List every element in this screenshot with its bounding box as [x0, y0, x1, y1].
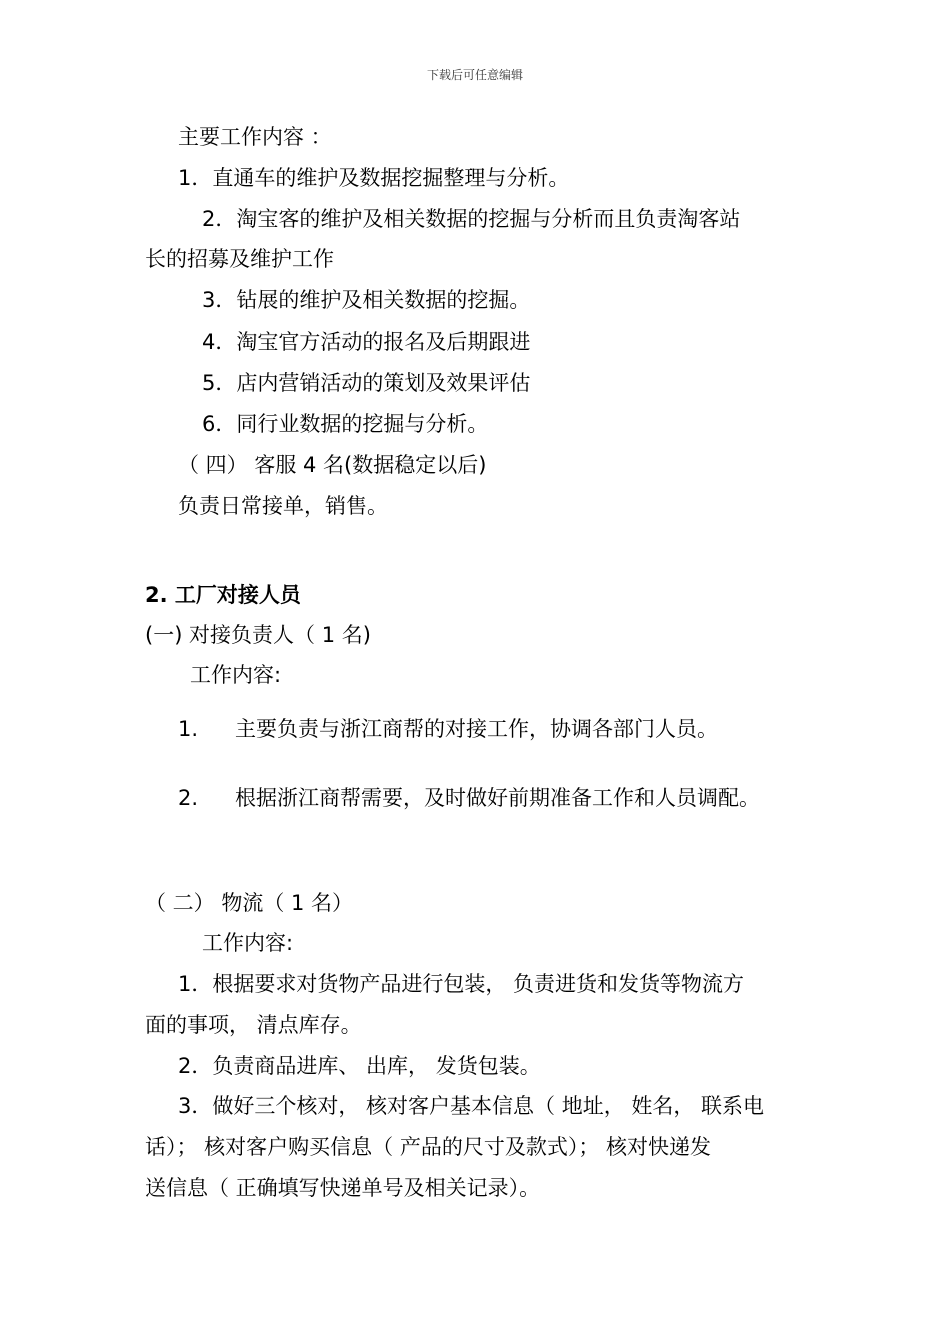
list-item: 4．淘宝官方活动的报名及后期跟进: [202, 330, 531, 354]
section-heading: 2. 工厂对接人员: [145, 583, 301, 607]
list-item: 送信息（ 正确填写快递单号及相关记录）。: [145, 1176, 541, 1200]
logistics-title: （ 二） 物流（ 1 名）: [145, 891, 354, 915]
list-item: 5．店内营销活动的策划及效果评估: [202, 371, 531, 395]
list-item-number: 1.: [178, 717, 199, 741]
logistics-content-label: 工作内容:: [202, 931, 294, 955]
list-item: 6．同行业数据的挖掘与分析。: [202, 412, 489, 436]
list-item: 1．直通车的维护及数据挖掘整理与分析。: [178, 166, 570, 190]
list-item: 根据浙江商帮需要，及时做好前期准备工作和人员调配。: [235, 786, 760, 810]
list-item: 3．做好三个核对， 核对客户基本信息（ 地址， 姓名， 联系电: [178, 1094, 765, 1118]
list-item: 3．钻展的维护及相关数据的挖掘。: [202, 288, 531, 312]
list-item: 话）； 核对客户购买信息（ 产品的尺寸及款式）； 核对快递发: [145, 1135, 712, 1159]
lead-content-label: 工作内容:: [190, 663, 282, 687]
lead-title: (一) 对接负责人（ 1 名): [145, 623, 371, 647]
list-item: 长的招募及维护工作: [145, 247, 334, 271]
list-item: 2．淘宝客的维护及相关数据的挖掘与分析而且负责淘客站: [202, 207, 741, 231]
list-item-number: 2.: [178, 786, 199, 810]
customer-service-title: （ 四） 客服 4 名(数据稳定以后): [178, 453, 487, 477]
work-content-title: 主要工作内容 ：: [178, 125, 332, 149]
list-item: 2．负责商品进库、 出库， 发货包装。: [178, 1054, 541, 1078]
list-item: 面的事项， 清点库存。: [145, 1013, 362, 1037]
list-item: 1．根据要求对货物产品进行包装， 负责进货和发货等物流方: [178, 972, 745, 996]
customer-service-desc: 负责日常接单，销售。: [178, 494, 388, 518]
page-header: 下载后可任意编辑: [426, 68, 523, 82]
list-item: 主要负责与浙江商帮的对接工作，协调各部门人员。: [235, 717, 718, 741]
